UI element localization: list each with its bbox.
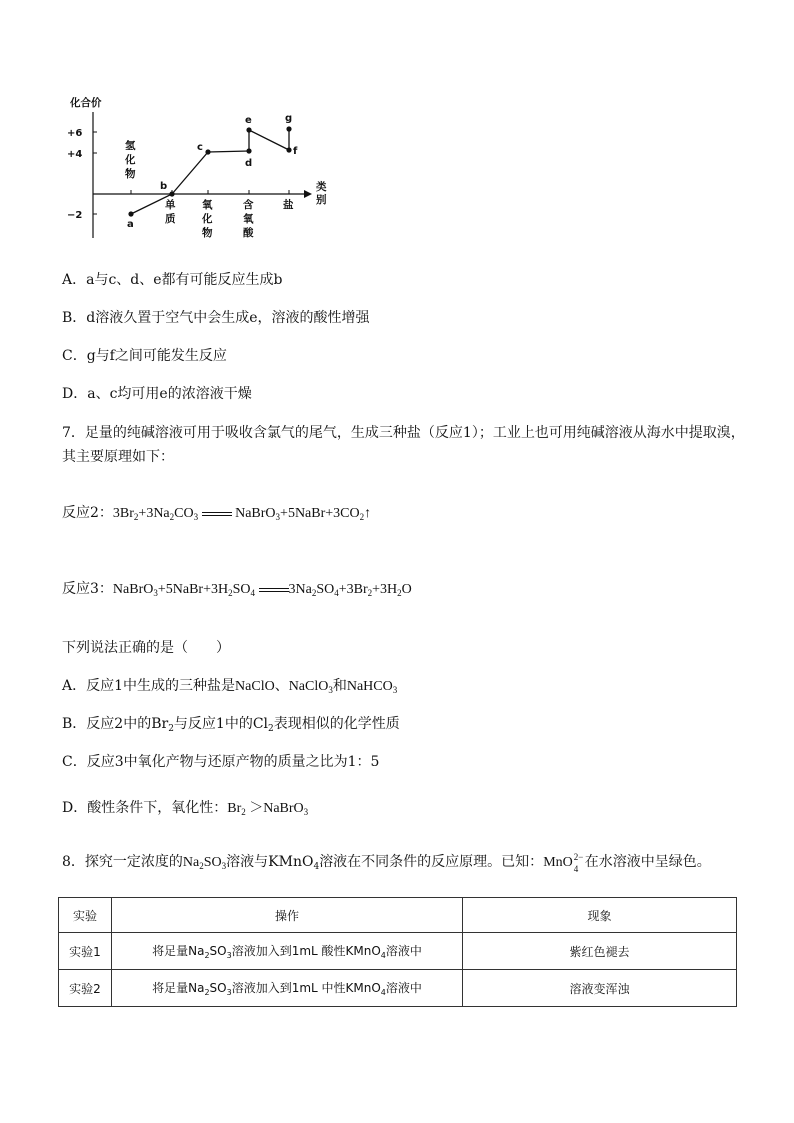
tick-label-minus2: −2 <box>67 210 83 221</box>
header-phenomenon: 现象 <box>463 898 737 933</box>
point-label-e: e <box>245 115 252 126</box>
link-e-f <box>249 130 289 150</box>
q7-question: 下列说法正确的是（ ） <box>62 640 230 656</box>
table-row <box>59 970 737 1007</box>
table-row <box>59 933 737 970</box>
experiment-table <box>58 897 737 1007</box>
point-label-g: g <box>285 113 293 124</box>
row2-phenomenon: 溶液变浑浊 <box>463 970 737 1007</box>
x-axis-label-2: 别 <box>316 194 327 206</box>
reaction-2: 反应2：$3Br_2+3Na_2CO_3$ $NaBrO_3+5NaBr+3CO_2↑$ <box>62 505 372 522</box>
header-experiment: 实验 <box>59 898 112 933</box>
row1-experiment: 实验1 <box>59 933 112 970</box>
point-label-b: b <box>160 181 168 192</box>
svg-text:氢: 氢 <box>125 140 136 152</box>
reaction-3-label: 反应3： <box>62 581 113 597</box>
svg-text:质: 质 <box>165 213 176 225</box>
category-salt <box>283 198 294 211</box>
q7-option-c: C．反应3中氧化产物与还原产物的质量之比为1：5 <box>62 754 380 770</box>
q6-option-a: A．a与c、d、e都有可能反应生成b <box>62 272 283 288</box>
svg-text:物: 物 <box>125 168 136 180</box>
header-operation: 操作 <box>112 898 463 933</box>
category-oxide <box>201 198 213 239</box>
svg-text:氧: 氧 <box>202 199 213 211</box>
tick-label-plus4: +4 <box>67 149 83 160</box>
point-label-a: a <box>127 219 134 230</box>
reaction-3: 反应3：$NaBrO_3+5NaBr+3H_2SO_4$ $3Na_2SO_4+3Br_2+3H_2O$ <box>62 581 412 598</box>
q7-option-d: D．酸性条件下，氧化性：$Br_2$ ＞NaBrO$_3$ <box>62 800 309 817</box>
q8-stem: 8．探究一定浓度的$Na_2SO_3$溶液与KMnO$_4$溶液在不同条件的反应原理。已知：MnO 2− 4 在水溶液中呈绿色。 <box>62 852 711 874</box>
svg-text:单: 单 <box>165 199 176 211</box>
tick-label-plus6: +6 <box>67 128 83 139</box>
point-e <box>246 127 251 132</box>
y-axis-label: 化合价 <box>70 97 102 109</box>
q7-option-a: A．反应1中生成的三种盐是NaClO、NaClO$_3$和NaHCO$_3$ <box>62 678 398 695</box>
svg-text:物: 物 <box>202 227 213 239</box>
svg-text:化: 化 <box>125 154 136 166</box>
point-b <box>169 191 174 196</box>
point-d <box>246 148 251 153</box>
q6-option-c: C．g与f之间可能发生反应 <box>62 348 227 364</box>
table-header-row <box>59 898 737 933</box>
q7-option-b: B．反应2中的$Br_2$与反应1中的$Cl_2$表现相似的化学性质 <box>62 716 400 734</box>
q6-option-d: D．a、c均可用e的浓溶液干燥 <box>62 386 252 402</box>
category-oxyacid <box>243 198 254 239</box>
point-a <box>128 211 133 216</box>
svg-text:化: 化 <box>202 213 213 225</box>
row2-operation: 将足量$Na_2SO_3$溶液加入到1mL 中性KMnO$_4$溶液中 <box>112 970 463 1007</box>
row1-operation: 将足量$Na_2SO_3$溶液加入到1mL 酸性KMnO$_4$溶液中 <box>112 933 463 970</box>
q7-stem-line2: 其主要原理如下： <box>62 449 174 465</box>
x-axis-arrow <box>304 190 312 198</box>
x-axis-label-1: 类 <box>316 181 327 193</box>
point-label-c: c <box>197 142 203 153</box>
q7-stem-line1: 7．足量的纯碱溶液可用于吸收含氯气的尾气，生成三种盐（反应1）；工业上也可用纯碱溶液从海水中提取溴， <box>62 425 745 441</box>
point-g <box>286 126 291 131</box>
category-hydride <box>124 139 136 180</box>
point-c <box>205 149 210 154</box>
path-a-b-c-d <box>131 151 249 214</box>
reaction-2-label: 反应2： <box>62 505 113 521</box>
point-label-f: f <box>293 146 298 157</box>
svg-text:酸: 酸 <box>243 227 254 239</box>
q6-option-b: B．d溶液久置于空气中会生成e，溶液的酸性增强 <box>62 310 370 326</box>
point-f <box>286 147 291 152</box>
svg-text:盐: 盐 <box>283 199 294 211</box>
category-element <box>165 198 176 225</box>
point-label-d: d <box>245 158 253 169</box>
valence-category-graph <box>60 90 340 245</box>
svg-text:含: 含 <box>243 199 254 211</box>
row2-experiment: 实验2 <box>59 970 112 1007</box>
row1-phenomenon: 紫红色褪去 <box>463 933 737 970</box>
svg-text:氧: 氧 <box>243 213 254 225</box>
